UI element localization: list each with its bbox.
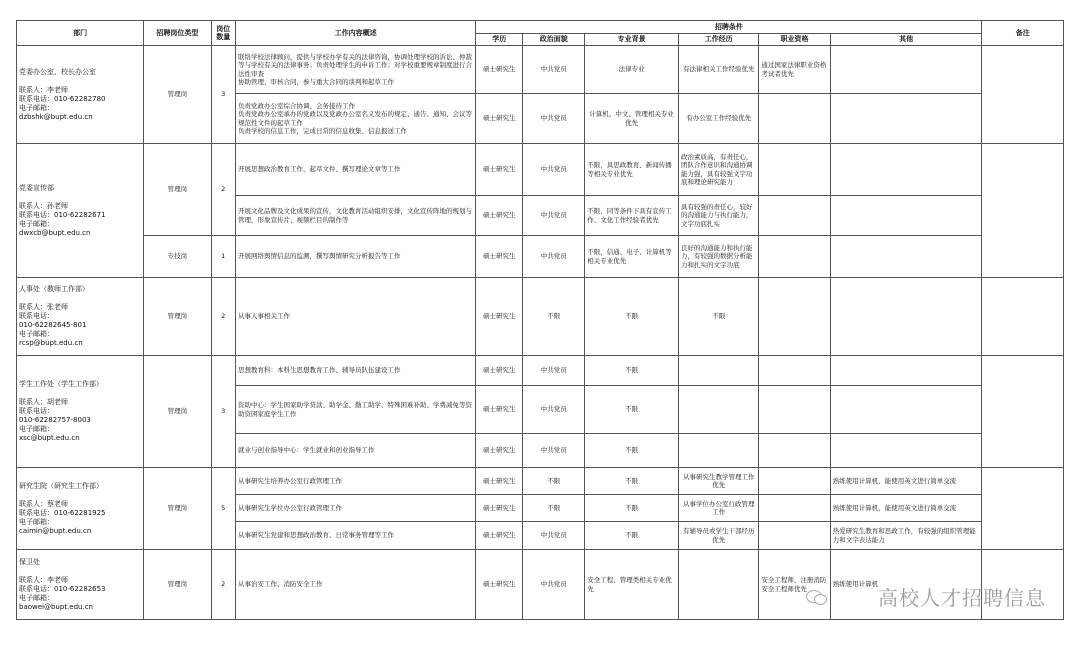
header-row-1 bbox=[17, 21, 1064, 34]
politics-cell: 中共党员 bbox=[523, 356, 585, 386]
major-cell: 计算机、中文、管理相关专业优先 bbox=[585, 94, 679, 144]
dept-cell: 人事处（教师工作部） 联系人：张老师 联系电话： 010-62282645-801 电子邮箱： rcsp@bupt.edu.cn bbox=[17, 278, 144, 356]
politics-cell: 不限 bbox=[523, 468, 585, 495]
work-cell: 开展思想政治教育工作，起草文件、撰写理论文章等工作 bbox=[235, 144, 475, 196]
other-cell: 热爱研究生教育和思政工作，有较强的组织管理能力和文字表达能力 bbox=[830, 522, 982, 550]
work-cell: 负责党政办公室综合协调、会务接待工作 负责党政办公室承办的党政以及党政办公室名义发布的规定、通告、通知、会议等规范性文件的起草工作 负责学校的信息工作，完成日常的信息收集、信息报送工作 bbox=[235, 94, 475, 144]
edu-cell: 硕士研究生 bbox=[476, 236, 523, 278]
edu-cell: 硕士研究生 bbox=[476, 356, 523, 386]
major-cell: 不限，具思政教育、新闻传播等相关专业优先 bbox=[585, 144, 679, 196]
work-cell: 就业与创业指导中心：学生就业和创业指导工作 bbox=[235, 434, 475, 468]
politics-cell: 中共党员 bbox=[523, 46, 585, 94]
politics-cell: 中共党员 bbox=[523, 144, 585, 196]
table-row bbox=[17, 236, 1064, 278]
experience-cell: 有法律相关工作经验优先 bbox=[678, 46, 758, 94]
post-type-cell: 管理岗 bbox=[144, 356, 211, 468]
politics-cell: 不限 bbox=[523, 278, 585, 356]
post-type-cell: 管理岗 bbox=[144, 468, 211, 550]
count-cell: 5 bbox=[211, 468, 235, 550]
experience-cell: 有辅导员或学生干部经历优先 bbox=[678, 522, 758, 550]
work-cell: 从事人事相关工作 bbox=[235, 278, 475, 356]
table-row bbox=[17, 46, 1064, 94]
experience-cell: 从事学位办公室行政管理工作 bbox=[678, 495, 758, 522]
experience-cell: 政治素质高，有责任心，团队合作意识和沟通协调能力强，具有较强文字功底和理论研究能力 bbox=[678, 144, 758, 196]
watermark-text: 高校人才招聘信息 bbox=[878, 586, 1046, 610]
edu-cell: 硕士研究生 bbox=[476, 144, 523, 196]
remark-cell bbox=[982, 144, 1064, 278]
header-work: 工作内容概述 bbox=[235, 21, 475, 46]
post-type-cell: 管理岗 bbox=[144, 550, 211, 620]
other-cell: 熟练使用计算机、能使用英文进行简单交流 bbox=[830, 468, 982, 495]
major-cell: 不限 bbox=[585, 522, 679, 550]
header-politics: 政治面貌 bbox=[523, 34, 585, 46]
experience-cell: 有办公室工作经验优先 bbox=[678, 94, 758, 144]
edu-cell: 硕士研究生 bbox=[476, 468, 523, 495]
other-cell bbox=[830, 94, 982, 144]
experience-cell: 不限 bbox=[678, 278, 758, 356]
major-cell: 法律专业 bbox=[585, 46, 679, 94]
remark-cell bbox=[982, 46, 1064, 144]
header-major: 专业背景 bbox=[585, 34, 679, 46]
table-row bbox=[17, 278, 1064, 356]
qualification-cell bbox=[759, 386, 830, 434]
post-type-cell: 专技岗 bbox=[144, 236, 211, 278]
qualification-cell bbox=[759, 434, 830, 468]
post-type-cell: 管理岗 bbox=[144, 278, 211, 356]
qualification-cell bbox=[759, 94, 830, 144]
edu-cell: 硕士研究生 bbox=[476, 278, 523, 356]
politics-cell: 中共党员 bbox=[523, 94, 585, 144]
count-cell: 2 bbox=[211, 550, 235, 620]
edu-cell: 硕士研究生 bbox=[476, 434, 523, 468]
work-cell: 资助中心：学生国家助学贷款、助学金、勤工助学、特殊困难补助、学费减免等资助资困家庭学生工作 bbox=[235, 386, 475, 434]
other-cell: 熟练使用计算机、能使用英文进行简单交流 bbox=[830, 495, 982, 522]
post-type-cell: 管理岗 bbox=[144, 46, 211, 144]
qualification-cell bbox=[759, 144, 830, 196]
major-cell: 不限 bbox=[585, 278, 679, 356]
work-cell: 从事研究生学位办公室行政管理工作 bbox=[235, 495, 475, 522]
other-cell bbox=[830, 46, 982, 94]
major-cell: 不限，信通、电子、计算机等相关专业优先 bbox=[585, 236, 679, 278]
count-cell: 2 bbox=[211, 144, 235, 236]
other-cell bbox=[830, 196, 982, 236]
qualification-cell: 通过国家法律职业资格考试者优先 bbox=[759, 46, 830, 94]
table-row bbox=[17, 356, 1064, 386]
wechat-icon bbox=[806, 588, 828, 606]
header-experience: 工作经历 bbox=[678, 34, 758, 46]
major-cell: 不限，同等条件下具有宣传工作、文化工作经验者优先 bbox=[585, 196, 679, 236]
experience-cell: 具有较强的责任心，较好的沟通能力与执行能力，文字功底扎实 bbox=[678, 196, 758, 236]
header-edu: 学历 bbox=[476, 34, 523, 46]
other-cell bbox=[830, 434, 982, 468]
count-cell: 3 bbox=[211, 46, 235, 144]
work-cell: 从事治安工作、消防安全工作 bbox=[235, 550, 475, 620]
experience-cell: 良好的沟通能力和执行能力，有较强的数据分析能力和扎实的文字功底 bbox=[678, 236, 758, 278]
edu-cell: 硕士研究生 bbox=[476, 495, 523, 522]
work-cell: 从事研究生党建和思想政治教育、日常事务管理等工作 bbox=[235, 522, 475, 550]
dept-cell: 研究生院（研究生工作部） 联系人：蔡老师 联系电话：010-62281925 电子邮箱： caimin@bupt.edu.cn bbox=[17, 468, 144, 550]
other-cell bbox=[830, 356, 982, 386]
edu-cell: 硕士研究生 bbox=[476, 46, 523, 94]
header-remark: 备注 bbox=[982, 21, 1064, 46]
work-cell: 开展网络舆情信息的监测，撰写舆情研究分析报告等工作 bbox=[235, 236, 475, 278]
work-cell: 开展文化品牌及文化成果的宣传，文化教育活动组织安排，文化宣传阵地的规划与管理，形象宣传片、视频栏目的制作等 bbox=[235, 196, 475, 236]
major-cell: 不限 bbox=[585, 434, 679, 468]
other-cell bbox=[830, 236, 982, 278]
experience-cell bbox=[678, 550, 758, 620]
header-dept: 部门 bbox=[17, 21, 144, 46]
dept-cell: 学生工作处（学生工作部） 联系人：胡老师 联系电话： 010-62282757-8003 电子邮箱： xsc@bupt.edu.cn bbox=[17, 356, 144, 468]
politics-cell: 中共党员 bbox=[523, 236, 585, 278]
experience-cell bbox=[678, 356, 758, 386]
experience-cell bbox=[678, 386, 758, 434]
work-cell: 思想教育科：本科生思想教育工作、辅导员队伍建设工作 bbox=[235, 356, 475, 386]
other-cell bbox=[830, 144, 982, 196]
work-cell: 联络学校法律顾问，提供与学校办学有关的法律咨询，协调处理学校的诉讼、仲裁等与学校有关的法律事务；负责处理学生的申诉工作；对学校重要规章制度进行合法性审查 协助管理、审核合同，参与重大合同的谈判和起草工作 bbox=[235, 46, 475, 94]
post-type-cell: 管理岗 bbox=[144, 144, 211, 236]
politics-cell: 中共党员 bbox=[523, 550, 585, 620]
experience-cell bbox=[678, 434, 758, 468]
header-count: 岗位数量 bbox=[211, 21, 235, 46]
edu-cell: 硕士研究生 bbox=[476, 94, 523, 144]
qualification-cell: 安全工程师、注册消防安全工程师优先 bbox=[759, 550, 830, 620]
edu-cell: 硕士研究生 bbox=[476, 522, 523, 550]
major-cell: 不限 bbox=[585, 468, 679, 495]
politics-cell: 中共党员 bbox=[523, 386, 585, 434]
qualification-cell bbox=[759, 196, 830, 236]
count-cell: 1 bbox=[211, 236, 235, 278]
header-post-type: 招聘岗位类型 bbox=[144, 21, 211, 46]
remark-cell bbox=[982, 356, 1064, 468]
politics-cell: 中共党员 bbox=[523, 196, 585, 236]
count-cell: 2 bbox=[211, 278, 235, 356]
remark-cell bbox=[982, 468, 1064, 550]
header-other: 其他 bbox=[830, 34, 982, 46]
table-row bbox=[17, 144, 1064, 196]
qualification-cell bbox=[759, 356, 830, 386]
work-cell: 从事研究生培养办公室行政管理工作 bbox=[235, 468, 475, 495]
edu-cell: 硕士研究生 bbox=[476, 196, 523, 236]
dept-cell: 保卫处 联系人：李老师 联系电话：010-62282653 电子邮箱： baowei@bupt.edu.cn bbox=[17, 550, 144, 620]
major-cell: 不限 bbox=[585, 495, 679, 522]
count-cell: 3 bbox=[211, 356, 235, 468]
politics-cell: 中共党员 bbox=[523, 522, 585, 550]
qualification-cell bbox=[759, 468, 830, 495]
remark-cell bbox=[982, 278, 1064, 356]
qualification-cell bbox=[759, 522, 830, 550]
other-cell bbox=[830, 278, 982, 356]
header-conditions: 招聘条件 bbox=[476, 21, 982, 34]
qualification-cell bbox=[759, 278, 830, 356]
edu-cell: 硕士研究生 bbox=[476, 550, 523, 620]
other-cell: 熟练使用计算机 bbox=[830, 550, 982, 620]
experience-cell: 从事研究生教学管理工作优先 bbox=[678, 468, 758, 495]
dept-cell: 党委宣传部 联系人：孙老师 联系电话：010-62282671 电子邮箱： dwxcb@bupt.edu.cn bbox=[17, 144, 144, 278]
politics-cell: 中共党员 bbox=[523, 434, 585, 468]
edu-cell: 硕士研究生 bbox=[476, 386, 523, 434]
major-cell: 不限 bbox=[585, 386, 679, 434]
dept-cell: 党委办公室、校长办公室 联系人：李老师 联系电话：010-62282780 电子邮箱： dzbshk@bupt.edu.cn bbox=[17, 46, 144, 144]
header-qualification: 职业资格 bbox=[759, 34, 830, 46]
major-cell: 安全工程、管理类相关专业优先 bbox=[585, 550, 679, 620]
qualification-cell bbox=[759, 495, 830, 522]
table-row bbox=[17, 468, 1064, 495]
recruitment-table bbox=[16, 20, 1064, 620]
politics-cell: 不限 bbox=[523, 495, 585, 522]
qualification-cell bbox=[759, 236, 830, 278]
major-cell: 不限 bbox=[585, 356, 679, 386]
other-cell bbox=[830, 386, 982, 434]
